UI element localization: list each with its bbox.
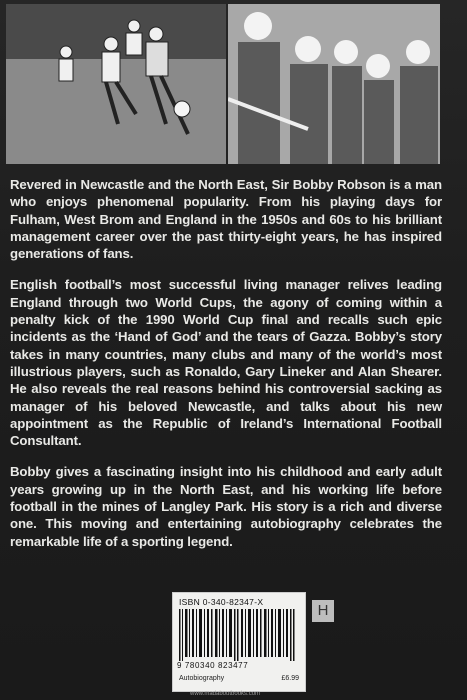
cover-blurb [10,176,442,564]
barcode-label [172,592,306,692]
category-label: Autobiography [179,675,225,682]
price-label: £6.99 [281,675,299,682]
photo-strip [6,4,440,164]
blurb-paragraph-1: Revered in Newcastle and the North East, Sir Bobby Robson is a man who enjoys phenomenal popularity. From his playing days for Fulham, West Brom and England in the 1950s and 60s to his brilliant management career over the past thirty-eight years, he has inspired generations of fans. [10,177,442,262]
barcode-icon [179,609,299,661]
blurb-paragraph-2: English football’s most successful living manager relives leading England through two World Cups, the agony of coming within a penalty kick of the 1990 World Cup final and recalls such epic incidents as the ‘Hand of God’ and the tears of Gazza. Bobby’s story takes in many countries, many clubs and many of the world’s most illustrious players, such as Ronaldo, Gary Lineker and Alan Shearer. He also reveals the real reasons behind his controversial sacking as manager of his beloved Newcastle, and talks about his new appointment as the Republic of Ireland’s International Football Consultant. [10,277,442,449]
team-group-photo [228,4,440,164]
blurb-paragraph-3: Bobby gives a fascinating insight into his childhood and early adult years growing up in the North East, and his working life before football in the mines of Langley Park. His story is a rich and diverse one. This moving and entertaining autobiography celebrates the remarkable life of a sporting legend. [10,464,442,549]
publisher-website: www.madaboutbooks.com [190,691,261,697]
barcode-digits: 9 780340 823477 [177,661,249,670]
isbn-text: ISBN 0-340-82347-X [179,597,264,607]
publisher-logo: H [312,600,334,622]
football-match-photo [6,4,226,164]
